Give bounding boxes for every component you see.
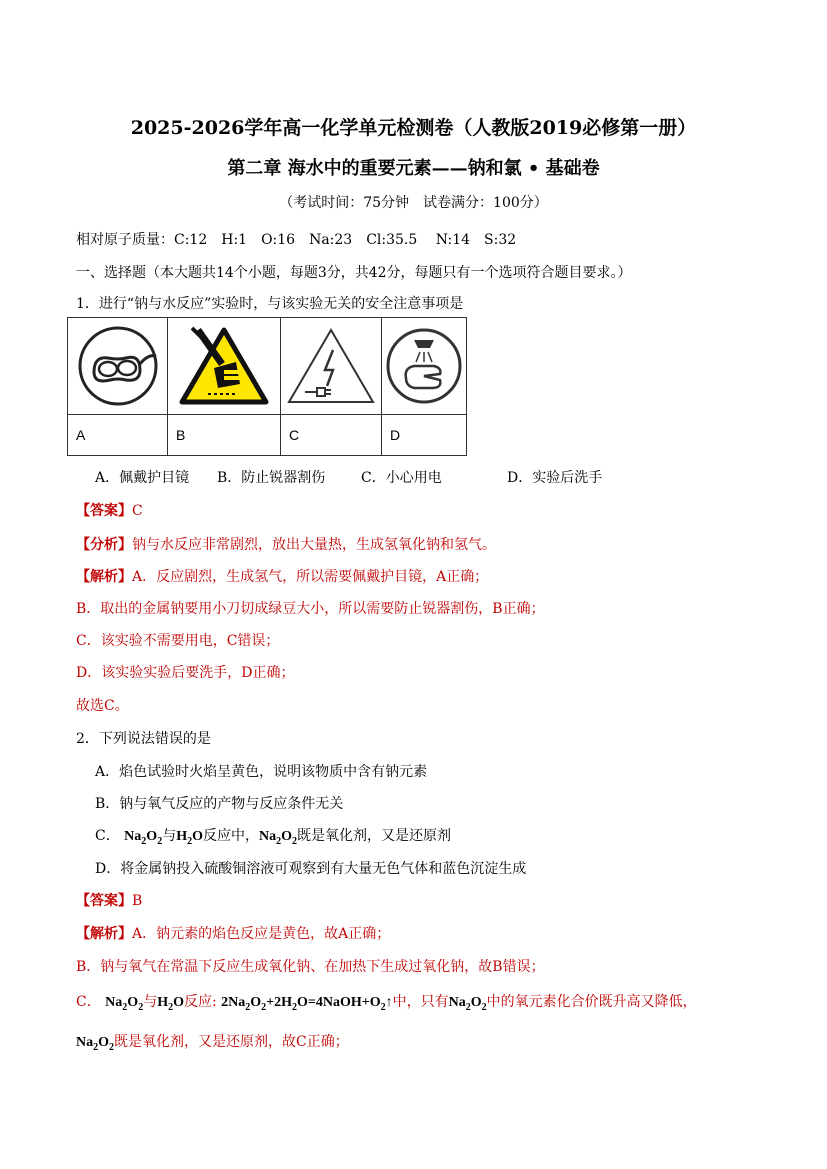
q1-explain-d: D．该实验实验后要洗手，D正确； xyxy=(76,665,295,681)
q1-explain-b: B．取出的金属钠要用小刀切成绿豆大小，所以需要防止锐器割伤，B正确； xyxy=(76,601,545,617)
q2-answer: 【答案】B xyxy=(76,893,143,909)
q1-image-b xyxy=(168,318,281,415)
section-heading: 一、选择题（本大题共14个小题，每题3分，共42分，每题只有一个选项符合题目要求。） xyxy=(76,265,632,281)
formula-h2o: $H_2O$ xyxy=(157,995,184,1013)
q1-conclusion: 故选C。 xyxy=(76,698,129,714)
q1-image-table xyxy=(67,317,467,456)
q1-explain-a: 【解析】A．反应剧烈，生成氢气，所以需要佩戴护目镜，A正确； xyxy=(76,569,489,585)
exam-info: （考试时间：75分钟 试卷满分：100分） xyxy=(279,195,548,211)
formula-na2o2: $Na_2O_2$ xyxy=(76,1035,115,1053)
q1-label-b: B xyxy=(168,415,281,456)
q1-answer: 【答案】C xyxy=(76,503,143,519)
q1-analysis: 【分析】钠与水反应非常剧烈，放出大量热，生成氢氧化钠和氢气。 xyxy=(76,537,496,553)
q1-image-a xyxy=(68,318,168,415)
q1-image-c xyxy=(281,318,382,415)
q1-choices xyxy=(95,467,602,487)
q2-explain-b: B．钠与氧气在常温下反应生成氧化钠、在加热下生成过氧化钠，故B错误； xyxy=(76,959,545,975)
q2-explain-a: 【解析】A．钠元素的焰色反应是黄色，故A正确； xyxy=(76,926,391,942)
atomic-mass: 相对原子质量：C:12 H:1 O:16 Na:23 Cl:35.5 N:14 S:32 xyxy=(76,232,517,248)
q2-option-a: A．焰色试验时火焰呈黄色，说明该物质中含有钠元素 xyxy=(95,764,428,780)
q1-choice-a: A．佩戴护目镜 xyxy=(95,470,190,486)
q2-option-b: B．钠与氧气反应的产物与反应条件无关 xyxy=(95,796,344,812)
q1-choice-b: B．防止锐器割伤 xyxy=(217,470,326,486)
formula-h2o: $H_2O$ xyxy=(176,829,203,847)
formula-na2o2: $Na_2O_2$ xyxy=(258,829,297,847)
chapter-subtitle: 第二章 海水中的重要元素——钠和氯 • 基础卷 xyxy=(227,158,600,179)
q1-label-d: D xyxy=(382,415,467,456)
reaction-equation: $2Na_2O_2+2H_2O=4NaOH+O_2↑$ xyxy=(221,995,393,1013)
goggles-icon xyxy=(76,324,160,408)
q2-stem: 2．下列说法错误的是 xyxy=(76,731,211,747)
q2-option-d: D．将金属钠投入硫酸铜溶液可观察到有大量无色气体和蓝色沉淀生成 xyxy=(95,861,527,877)
q1-stem: 1．进行“钠与水反应”实验时，与该实验无关的安全注意事项是 xyxy=(76,296,464,312)
q2-option-c: C． $Na_2O_2$与$H_2O$反应中，$Na_2O_2$既是氧化剂，又是还原剂 xyxy=(95,828,451,847)
electrical-hazard-icon xyxy=(285,324,377,408)
q1-label-a: A xyxy=(68,415,168,456)
q1-label-c: C xyxy=(281,415,382,456)
q1-explain-c: C．该实验不需要用电，C错误； xyxy=(76,633,280,649)
sharp-object-warning-icon xyxy=(178,324,270,408)
q1-choice-c: C．小心用电 xyxy=(361,470,442,486)
q1-choice-d: D．实验后洗手 xyxy=(507,470,603,486)
page-title: 2025-2026学年高一化学单元检测卷（人教版2019必修第一册） xyxy=(130,117,697,139)
formula-na2o2: $Na_2O_2$ xyxy=(105,995,144,1013)
q2-explain-c: C． $Na_2O_2$与$H_2O$反应: $2Na_2O_2+2H_2O=4NaOH+O_2↑$中，只有$Na_2O_2$中的氧元素化合价既升高又降低， xyxy=(76,994,697,1013)
hand-washing-icon xyxy=(384,326,464,406)
formula-na2o2: $Na_2O_2$ xyxy=(448,995,487,1013)
q2-explain-c-line2: $Na_2O_2$既是氧化剂，又是还原剂，故C正确； xyxy=(76,1034,349,1053)
formula-na2o2: $Na_2O_2$ xyxy=(124,829,163,847)
q1-image-d xyxy=(382,318,467,415)
